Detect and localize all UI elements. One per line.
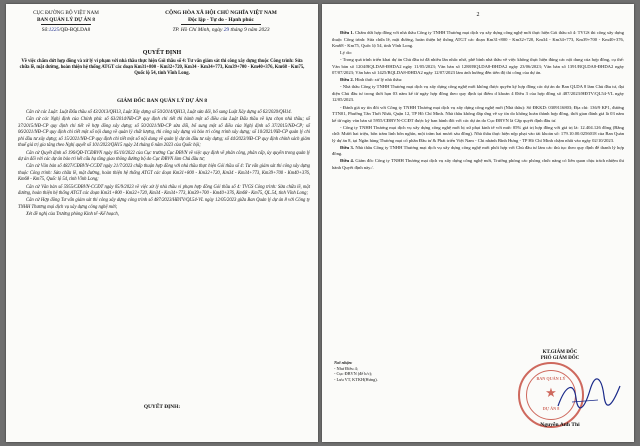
basis-paragraph: Căn cứ Quyết định số 196/QĐ-TCĐBVN ngày 05/10/2022 của Cục trưởng Cục ĐBVN về việc quy định về phân công, phân cấp, ủy quyền trong quản lý dự án đối với các dự án bảo trì kết cấu hạ tầng giao thông đường bộ do Cục ĐBVN làm Chủ đầu tư; — [18, 150, 310, 163]
motto-underline — [181, 24, 261, 25]
article-2-item: - Nhà thầu Công ty TNHH Thương mại dịch vụ xây dựng công nghệ mới không được quyền ký hợp đồng các dự án do Ban QLDA 8 làm Chủ đầu tư, đại diện Chủ đầu tư trong thời hạn 03 năm kể từ ngày hợp đồng theo quy định tại điểm d khoản 4 Điều 3 của hợp đồng số 487/2023/HĐTV/QL54-VL ngày 12/05/2023. — [332, 84, 624, 103]
national-header-block — [130, 10, 312, 34]
legal-bases — [18, 110, 310, 219]
recipients-label: Nơi nhận: — [334, 360, 353, 365]
seal-star-icon: ★ — [545, 385, 557, 400]
article-3: Điều 3. Nhà thầu Công ty TNHH Thương mại dịch vụ xây dựng công nghệ mới phối hợp với Chủ đầu tư làm các thủ tục theo quy định để thanh lý hợp đồng. — [332, 144, 624, 157]
basis-paragraph: Căn cứ Văn bản số 5955/CĐBVN-CCĐT ngày 05/9/2023 về việc xử lý nhà thầu vi phạm hợp đồng Gói thầu số 4: TVGS Công trình: Sửa chữa lề, mặt đường, hoàn thiện hệ thống ATGT các đoạn Km31+800 - Km32+720, Km34 - Km34+773, Km39+700 - Km40+376, Km68 - Km75, QL.54, tỉnh Vĩnh Long; — [18, 184, 310, 197]
seal-text-top: BAN QUẢN LÝ — [536, 376, 566, 381]
issuing-agency-block — [12, 10, 120, 34]
document-page-1 — [6, 4, 318, 442]
place-date: TP. Hồ Chí Minh, ngày 29 tháng 9 năm 2023 — [172, 27, 270, 34]
signature-block — [494, 350, 626, 363]
seal-text-bottom: DỰ ÁN 8 — [542, 406, 560, 411]
country-name: CỘNG HÒA XÃ HỘI CHỦ NGHĨA VIỆT NAM — [165, 10, 277, 16]
article-4: Điều 4. Giám đốc Công ty TNHH Thương mại dịch vụ xây dựng công nghệ mới, Trưởng phòng các phòng chức năng có liên quan chịu trách nhiệm thi hành Quyết định này./. — [332, 158, 624, 170]
reason-label: Lý do: — [340, 50, 353, 56]
article-2: Điều 2. Hình thức xử lý nhà thầu: — [340, 77, 403, 83]
handwritten-signature-icon — [554, 376, 624, 416]
sign-title: PHÓ GIÁM ĐỐC — [540, 356, 580, 362]
decision-subject: Về việc chấm dứt hợp đồng và xử lý vi phạm với nhà thầu thực hiện Gói thầu số 4: Tư vấn giám sát thi công xây dựng thuộc Công trình: Sửa chữa lề, mặt đường, hoàn thiện hệ thống ATGT các đoạn Km31+800 - Km32+720, Km34 - Km34+773, Km39+700 - Km40+376, Km68 - Km75, Quốc lộ 54, tỉnh Vĩnh Long. — [19, 59, 305, 76]
document-header — [12, 10, 312, 46]
recipients-block — [334, 360, 434, 383]
article-2-item: - Đánh giá uy tín đối với Công ty TNHH Thương mại dịch vụ xây dựng công nghệ mới (Nhà thầu): Số ĐKKD: 0309116803; Địa chỉ: 136/9 KP1, đường TTN01, Phường Tân Thới Nhất, Quận 12, TP Hồ Chí Minh. Nhà thầu không đáp ứng về uy tín do không hoàn thành hợp đồng, thời gian đánh giá là 03 năm kể từ ngày văn bản số 5955/CĐBVN-CCĐT được ký ban hành đối với các dự án do Cục ĐBVN là Cấp quyết định đầu tư. — [332, 104, 624, 123]
basis-paragraph: Căn cứ các Nghị định của Chính phủ: số 63/2014/NĐ-CP quy định chi tiết thi hành một số điều của Luật Đấu thầu về lựa chọn nhà thầu; số 37/2015/NĐ-CP quy định chi tiết về hợp đồng xây dựng; số 50/2021/NĐ-CP sửa đổi, bổ sung một số điều của Nghị định số 37/2015/NĐ-CP; số 06/2021/NĐ-CP quy định chi tiết một số nội dung về quản lý chất lượng, thi công xây dựng và bảo trì công trình xây dựng; số 10/2021/NĐ-CP quản lý chi phí đầu tư xây dựng; số 15/2021/NĐ-CP quy định chi tiết một số nội dung về quản lý dự án đầu tư xây dựng; số 44/2023/NĐ-CP quy định chính sách giảm thuế giá trị gia tăng theo Nghị quyết số 101/2023/QH15 ngày 24 tháng 6 năm 2023 của Quốc hội; — [18, 117, 310, 149]
document-number: Số:1225/QĐ-BQLDA8 — [41, 27, 91, 34]
director-heading: GIÁM ĐỐC BAN QUẢN LÝ DỰ ÁN 8 — [116, 98, 208, 104]
page-number: 2 — [476, 12, 480, 18]
agency-underline — [41, 24, 91, 25]
signer-name: Nguyễn Anh Thi — [540, 422, 580, 428]
parent-agency: CỤC ĐƯỜNG BỘ VIỆT NAM — [33, 10, 99, 16]
basis-paragraph: Căn cứ Hợp đồng Tư vấn giám sát thi công xây dựng công trình số 487/2023/HĐTV/QL54-VL ngày 12/05/2023 giữa Ban Quản lý dự án 8 với Công ty TNHH Thương mại dịch vụ xây dựng công nghệ mới; — [18, 198, 310, 210]
reason-text: - Trong quá trình triển khai dự án Chủ đầu tư đã nhiều lần nhắc nhở, phê bình nhà thầu về việc không thực hiện đúng các nội dung của hợp đồng, cụ thể: Văn bản số 1204/BQLDA8-ĐHDA2 ngày 11/05/2023; Văn bản số 1288/BQLDA8-ĐHDA2 ngày 23/06/2023; Văn bản số 1391/BQLDA8-ĐHDA2 ngày 07/07/2023; Văn bản số 1425/BQLDA8-ĐHDA2 ngày 12/07/2023 làm ảnh hưởng đến tiến độ thi công của dự án. — [332, 57, 624, 76]
decision-articles — [332, 30, 624, 172]
issuing-agency: BAN QUẢN LÝ DỰ ÁN 8 — [37, 16, 95, 23]
national-motto: Độc lập - Tự do - Hạnh phúc — [188, 16, 254, 23]
article-1: Điều 1. Chấm dứt hợp đồng với nhà thầu Công ty TNHH Thương mại dịch vụ xây dựng công nghệ mới thực hiện Gói thầu số 4: TVGS thi công xây dựng thuộc Công trình: Sửa chữa lề, mặt đường, hoàn thiện hệ thống ATGT các đoạn Km31+800 - Km32+720, Km34 - Km34+773, Km39+700 - Km40+376, Km68 - Km75, Quốc lộ 54, tỉnh Vĩnh Long. — [332, 30, 625, 49]
basis-paragraph: Căn cứ các Luật: Luật Đấu thầu số 43/2013/QH13, Luật Xây dựng số 50/2014/QH13, Luật sửa đổi, bổ sung Luật Xây dựng số 62/2020/QH14. — [26, 110, 292, 115]
article-2-item: - Công ty TNHH Thương mại dịch vụ xây dựng công nghệ mới bị xử phạt kinh tế với mức 05% giá trị hợp đồng với giá trị là: 12.404.126 đồng (Bằng chữ: Mười hai triệu, bốn trăm linh bốn nghìn, một trăm hai mươi sáu đồng). Nhà thầu thực hiện nộp phạt vào tài khoản số: 179.10.00.0256018 của Ban Quản lý dự án 8, tại Ngân hàng Thương mại cổ phần Đầu tư & Phát triển Việt Nam - Chi nhánh Bình Hưng - TP Hồ Chí Minh chậm nhất vào ngày 02/10/2023. — [332, 124, 624, 143]
sign-for: KT.GIÁM ĐỐC — [542, 350, 578, 355]
recipient-item: - Như Điều 4; — [334, 365, 358, 371]
decision-title: QUYẾT ĐỊNH — [142, 50, 182, 56]
document-page-2 — [322, 4, 634, 442]
recipient-item: - Cục ĐBVN (để b/c); — [334, 371, 373, 377]
decision-heading: QUYẾT ĐỊNH: — [143, 404, 181, 410]
basis-paragraph: Căn cứ Văn bản số 4827/CĐBVN-CCĐT ngày 21/7/2023 chấp thuận hợp đồng với nhà thầu thực hiện Gói thầu số 4: Tư vấn giám sát thi công xây dựng thuộc Công trình: Sửa chữa lề, mặt đường, hoàn thiện hệ thống ATGT các đoạn Km31+800 - Km32+720, Km34 - Km34+773, Km39+700 - Km40+376, Km68 - Km75, Quốc lộ 54, tỉnh Vĩnh Long; — [18, 164, 310, 183]
recipient-item: - Lưu VT, KTKH(Hưng). — [334, 377, 378, 383]
basis-paragraph: Xét đề nghị của Trưởng phòng Kinh tế -Kế hoạch, — [26, 211, 119, 217]
